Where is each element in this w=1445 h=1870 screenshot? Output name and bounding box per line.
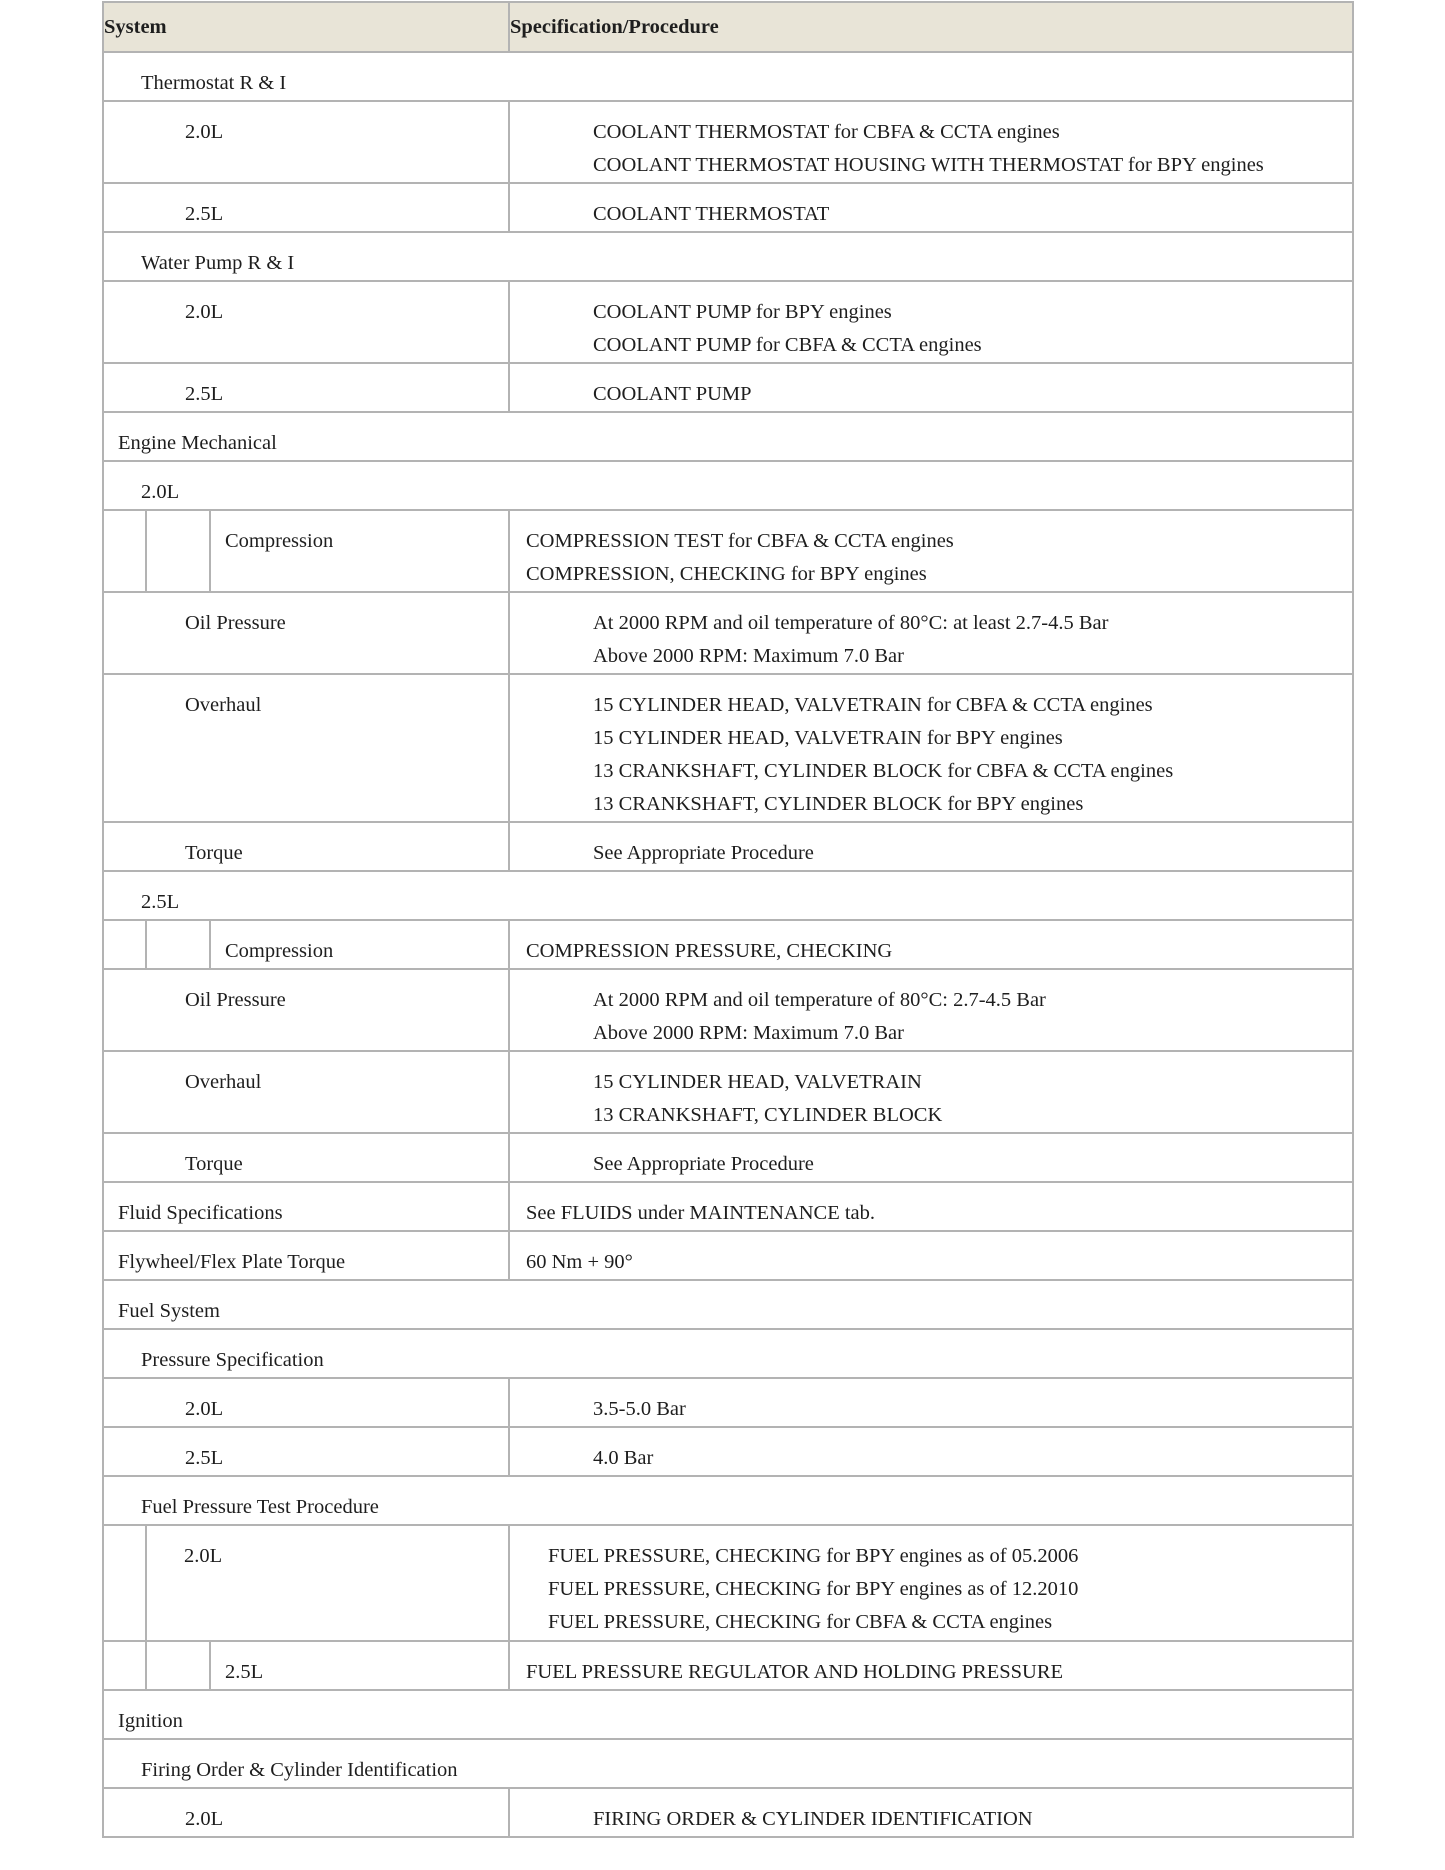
row-value xyxy=(510,511,1352,591)
row-value: See Appropriate Procedure xyxy=(593,842,814,864)
row-value xyxy=(510,102,1352,182)
table-row xyxy=(103,822,1353,871)
row-value: FIRING ORDER & CYLINDER IDENTIFICATION xyxy=(593,1808,1033,1830)
row-label: Overhaul xyxy=(185,694,262,716)
section-row xyxy=(103,1280,1353,1329)
value-line: At 2000 RPM and oil temperature of 80°C: at least 2.7-4.5 Bar xyxy=(593,612,1109,634)
row-label: 2.0L xyxy=(185,301,224,323)
value-line: Above 2000 RPM: Maximum 7.0 Bar xyxy=(593,1022,904,1044)
row-label: Oil Pressure xyxy=(185,989,286,1011)
row-label: Flywheel/Flex Plate Torque xyxy=(118,1251,346,1273)
row-label: Oil Pressure xyxy=(185,612,286,634)
table-row xyxy=(103,1788,1353,1837)
value-line: COOLANT THERMOSTAT HOUSING WITH THERMOSTAT for BPY engines xyxy=(593,154,1264,176)
row-label: Torque xyxy=(185,842,243,864)
subsection-row xyxy=(103,1329,1353,1378)
row-value xyxy=(510,593,1352,673)
header-system: System xyxy=(103,2,509,52)
value-line: COMPRESSION TEST for CBFA & CCTA engines xyxy=(526,530,954,552)
subsection-row xyxy=(103,1739,1353,1788)
row-value: 60 Nm + 90° xyxy=(526,1251,633,1273)
row-value: 4.0 Bar xyxy=(593,1447,654,1469)
table-row xyxy=(103,1051,1353,1133)
table-row xyxy=(103,281,1353,363)
specification-table xyxy=(102,1,1354,1838)
table-row xyxy=(103,1427,1353,1476)
table-row xyxy=(103,510,1353,592)
row-label: Fluid Specifications xyxy=(118,1202,283,1224)
subsection-row xyxy=(103,1476,1353,1525)
row-value xyxy=(510,1052,1352,1132)
row-value: COMPRESSION PRESSURE, CHECKING xyxy=(526,940,893,962)
row-value xyxy=(510,970,1352,1050)
value-line: FUEL PRESSURE, CHECKING for BPY engines as of 05.2006 xyxy=(548,1545,1079,1567)
subsection-row xyxy=(103,461,1353,510)
section-label: Thermostat R & I xyxy=(141,72,287,94)
section-row xyxy=(103,52,1353,101)
row-label: 2.5L xyxy=(185,203,224,225)
row-value xyxy=(510,1526,1352,1639)
value-line: COOLANT THERMOSTAT for CBFA & CCTA engines xyxy=(593,121,1060,143)
section-label: Fuel System xyxy=(118,1300,220,1322)
row-value: FUEL PRESSURE REGULATOR AND HOLDING PRESSURE xyxy=(526,1661,1064,1683)
value-line: COOLANT PUMP for CBFA & CCTA engines xyxy=(593,334,982,356)
row-value xyxy=(510,282,1352,362)
table-row xyxy=(103,592,1353,674)
value-line: COOLANT PUMP for BPY engines xyxy=(593,301,892,323)
table-row xyxy=(103,969,1353,1051)
row-label: Overhaul xyxy=(185,1071,262,1093)
row-label: 2.0L xyxy=(185,121,224,143)
row-label: Compression xyxy=(225,940,334,962)
row-label: 2.5L xyxy=(185,1447,224,1469)
row-value: 3.5-5.0 Bar xyxy=(593,1398,686,1420)
row-label: 2.0L xyxy=(185,1398,224,1420)
subsection-label: Pressure Specification xyxy=(141,1349,324,1371)
table-row xyxy=(103,1231,1353,1280)
table-row xyxy=(103,1525,1353,1641)
row-label: 2.0L xyxy=(185,1808,224,1830)
value-line: 13 CRANKSHAFT, CYLINDER BLOCK for BPY engines xyxy=(593,793,1084,815)
value-line: 13 CRANKSHAFT, CYLINDER BLOCK for CBFA & CCTA engines xyxy=(593,760,1174,782)
row-label: Compression xyxy=(225,530,334,552)
section-row xyxy=(103,232,1353,281)
section-label: Water Pump R & I xyxy=(141,252,295,274)
table-row xyxy=(103,1641,1353,1690)
table-row xyxy=(103,920,1353,969)
subsection-label: Fuel Pressure Test Procedure xyxy=(141,1496,379,1518)
section-row xyxy=(103,1690,1353,1739)
subsection-label: 2.0L xyxy=(141,481,180,503)
section-row xyxy=(103,412,1353,461)
section-label: Engine Mechanical xyxy=(118,432,277,454)
row-label: 2.5L xyxy=(225,1661,264,1683)
row-label: 2.5L xyxy=(185,383,224,405)
table-row xyxy=(103,363,1353,412)
value-line: 13 CRANKSHAFT, CYLINDER BLOCK xyxy=(593,1104,943,1126)
table-row xyxy=(103,183,1353,232)
table-row xyxy=(103,101,1353,183)
subsection-row xyxy=(103,871,1353,920)
table-header-row xyxy=(103,2,1353,52)
subsection-label: 2.5L xyxy=(141,891,180,913)
row-label: 2.0L xyxy=(184,1545,223,1567)
row-value: COOLANT PUMP xyxy=(593,383,752,405)
header-specification: Specification/Procedure xyxy=(509,2,1353,52)
value-line: FUEL PRESSURE, CHECKING for BPY engines as of 12.2010 xyxy=(548,1578,1079,1600)
subsection-label: Firing Order & Cylinder Identification xyxy=(141,1759,458,1781)
row-value xyxy=(510,675,1352,821)
value-line: COMPRESSION, CHECKING for BPY engines xyxy=(526,563,927,585)
section-label: Ignition xyxy=(118,1710,183,1732)
row-label: Torque xyxy=(185,1153,243,1175)
table-row xyxy=(103,674,1353,822)
value-line: Above 2000 RPM: Maximum 7.0 Bar xyxy=(593,645,904,667)
value-line: 15 CYLINDER HEAD, VALVETRAIN for CBFA & CCTA engines xyxy=(593,694,1153,716)
row-value: See FLUIDS under MAINTENANCE tab. xyxy=(526,1202,876,1224)
row-value: See Appropriate Procedure xyxy=(593,1153,814,1175)
value-line: 15 CYLINDER HEAD, VALVETRAIN for BPY engines xyxy=(593,727,1063,749)
table-row xyxy=(103,1378,1353,1427)
table-row xyxy=(103,1182,1353,1231)
value-line: 15 CYLINDER HEAD, VALVETRAIN xyxy=(593,1071,922,1093)
table-row xyxy=(103,1133,1353,1182)
value-line: At 2000 RPM and oil temperature of 80°C: 2.7-4.5 Bar xyxy=(593,989,1046,1011)
row-value: COOLANT THERMOSTAT xyxy=(593,203,830,225)
value-line: FUEL PRESSURE, CHECKING for CBFA & CCTA engines xyxy=(548,1611,1053,1633)
